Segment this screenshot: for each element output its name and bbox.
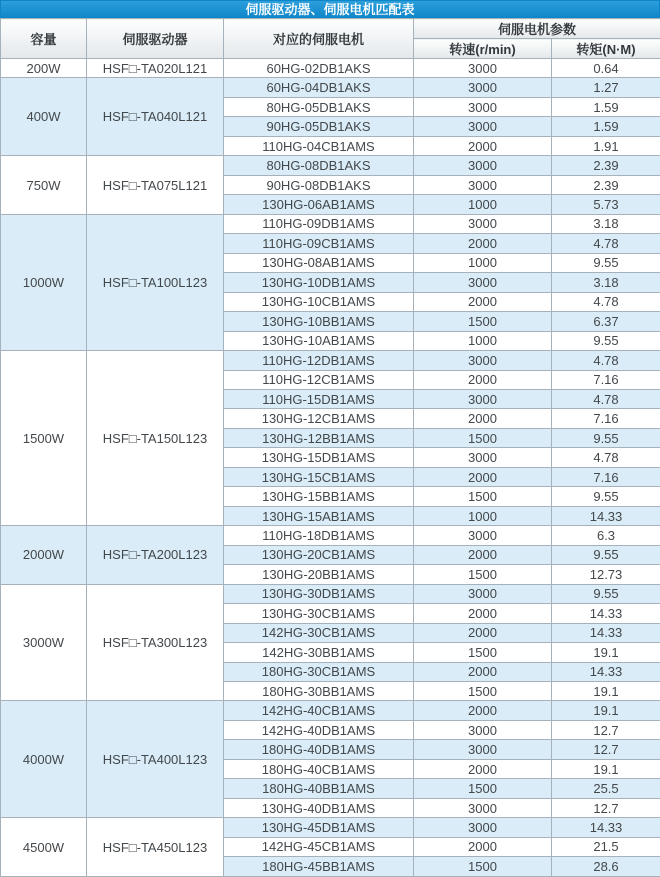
speed-cell: 3000: [414, 156, 552, 175]
torque-cell: 12.73: [552, 565, 660, 584]
speed-cell: 2000: [414, 136, 552, 155]
driver-cell: HSF□-TA400L123: [87, 701, 224, 818]
speed-cell: 2000: [414, 623, 552, 642]
torque-cell: 21.5: [552, 837, 660, 856]
motor-cell: 142HG-30CB1AMS: [224, 623, 414, 642]
torque-cell: 19.1: [552, 759, 660, 778]
motor-cell: 142HG-30BB1AMS: [224, 643, 414, 662]
torque-cell: 14.33: [552, 662, 660, 681]
capacity-cell: 750W: [1, 156, 87, 214]
motor-cell: 180HG-40DB1AMS: [224, 740, 414, 759]
speed-cell: 2000: [414, 837, 552, 856]
capacity-cell: 1500W: [1, 351, 87, 526]
torque-cell: 4.78: [552, 351, 660, 370]
motor-cell: 110HG-09DB1AMS: [224, 214, 414, 233]
speed-cell: 3000: [414, 117, 552, 136]
speed-cell: 3000: [414, 526, 552, 545]
torque-cell: 7.16: [552, 467, 660, 486]
torque-cell: 1.91: [552, 136, 660, 155]
speed-cell: 2000: [414, 662, 552, 681]
column-header-speed: 转速(r/min): [414, 39, 552, 59]
driver-cell: HSF□-TA150L123: [87, 351, 224, 526]
speed-cell: 1500: [414, 682, 552, 701]
driver-cell: HSF□-TA075L121: [87, 156, 224, 214]
torque-cell: 14.33: [552, 623, 660, 642]
torque-cell: 3.18: [552, 273, 660, 292]
capacity-cell: 2000W: [1, 526, 87, 584]
motor-cell: 110HG-12CB1AMS: [224, 370, 414, 389]
speed-cell: 1500: [414, 312, 552, 331]
torque-cell: 25.5: [552, 779, 660, 798]
table-row: [1, 818, 660, 837]
capacity-cell: 4500W: [1, 818, 87, 877]
motor-cell: 130HG-30CB1AMS: [224, 604, 414, 623]
capacity-cell: 3000W: [1, 584, 87, 701]
motor-cell: 130HG-12BB1AMS: [224, 428, 414, 447]
motor-cell: 130HG-30DB1AMS: [224, 584, 414, 603]
table-row: [1, 351, 660, 370]
motor-cell: 142HG-40CB1AMS: [224, 701, 414, 720]
driver-cell: HSF□-TA100L123: [87, 214, 224, 350]
speed-cell: 2000: [414, 759, 552, 778]
torque-cell: 14.33: [552, 818, 660, 837]
speed-cell: 3000: [414, 97, 552, 116]
table-row: [1, 701, 660, 720]
torque-cell: 4.78: [552, 448, 660, 467]
match-table-grid: [0, 18, 660, 877]
column-header-capacity: 容量: [1, 19, 87, 59]
table-row: [1, 59, 660, 78]
speed-cell: 3000: [414, 351, 552, 370]
torque-cell: 2.39: [552, 156, 660, 175]
motor-cell: 110HG-18DB1AMS: [224, 526, 414, 545]
torque-cell: 28.6: [552, 857, 660, 877]
column-header-motor: 对应的伺服电机: [224, 19, 414, 59]
motor-cell: 90HG-08DB1AKS: [224, 175, 414, 194]
torque-cell: 14.33: [552, 506, 660, 525]
speed-cell: 3000: [414, 214, 552, 233]
speed-cell: 1500: [414, 428, 552, 447]
torque-cell: 1.59: [552, 117, 660, 136]
speed-cell: 3000: [414, 59, 552, 78]
speed-cell: 2000: [414, 370, 552, 389]
speed-cell: 3000: [414, 175, 552, 194]
motor-cell: 130HG-06AB1AMS: [224, 195, 414, 214]
speed-cell: 1500: [414, 643, 552, 662]
motor-cell: 130HG-10DB1AMS: [224, 273, 414, 292]
motor-cell: 142HG-45CB1AMS: [224, 837, 414, 856]
column-header-driver: 伺服驱动器: [87, 19, 224, 59]
motor-cell: 130HG-12CB1AMS: [224, 409, 414, 428]
motor-cell: 130HG-15DB1AMS: [224, 448, 414, 467]
speed-cell: 2000: [414, 234, 552, 253]
motor-cell: 110HG-12DB1AMS: [224, 351, 414, 370]
speed-cell: 2000: [414, 467, 552, 486]
torque-cell: 9.55: [552, 584, 660, 603]
motor-cell: 110HG-04CB1AMS: [224, 136, 414, 155]
motor-cell: 130HG-10AB1AMS: [224, 331, 414, 350]
speed-cell: 2000: [414, 604, 552, 623]
driver-cell: HSF□-TA020L121: [87, 59, 224, 78]
torque-cell: 12.7: [552, 740, 660, 759]
torque-cell: 4.78: [552, 234, 660, 253]
torque-cell: 19.1: [552, 643, 660, 662]
motor-cell: 180HG-45BB1AMS: [224, 857, 414, 877]
speed-cell: 2000: [414, 701, 552, 720]
column-header-params-group: 伺服电机参数: [414, 19, 660, 39]
driver-cell: HSF□-TA200L123: [87, 526, 224, 584]
speed-cell: 3000: [414, 720, 552, 739]
table-row: [1, 156, 660, 175]
table-header: [1, 19, 660, 59]
motor-cell: 130HG-08AB1AMS: [224, 253, 414, 272]
torque-cell: 19.1: [552, 682, 660, 701]
motor-cell: 130HG-40DB1AMS: [224, 798, 414, 817]
speed-cell: 3000: [414, 584, 552, 603]
torque-cell: 9.55: [552, 545, 660, 564]
motor-cell: 130HG-15CB1AMS: [224, 467, 414, 486]
motor-cell: 142HG-40DB1AMS: [224, 720, 414, 739]
motor-cell: 130HG-15BB1AMS: [224, 487, 414, 506]
table-row: [1, 526, 660, 545]
speed-cell: 2000: [414, 292, 552, 311]
speed-cell: 1000: [414, 506, 552, 525]
motor-cell: 110HG-09CB1AMS: [224, 234, 414, 253]
speed-cell: 1000: [414, 195, 552, 214]
torque-cell: 4.78: [552, 389, 660, 408]
motor-cell: 180HG-40CB1AMS: [224, 759, 414, 778]
speed-cell: 1000: [414, 331, 552, 350]
torque-cell: 6.37: [552, 312, 660, 331]
motor-cell: 130HG-10CB1AMS: [224, 292, 414, 311]
torque-cell: 7.16: [552, 409, 660, 428]
driver-cell: HSF□-TA300L123: [87, 584, 224, 701]
torque-cell: 12.7: [552, 720, 660, 739]
capacity-cell: 4000W: [1, 701, 87, 818]
torque-cell: 5.73: [552, 195, 660, 214]
column-header-torque: 转矩(N·M): [552, 39, 660, 59]
capacity-cell: 1000W: [1, 214, 87, 350]
motor-cell: 130HG-20BB1AMS: [224, 565, 414, 584]
speed-cell: 1000: [414, 253, 552, 272]
driver-cell: HSF□-TA040L121: [87, 78, 224, 156]
speed-cell: 3000: [414, 448, 552, 467]
capacity-cell: 200W: [1, 59, 87, 78]
speed-cell: 3000: [414, 389, 552, 408]
speed-cell: 1500: [414, 565, 552, 584]
motor-cell: 60HG-02DB1AKS: [224, 59, 414, 78]
motor-cell: 90HG-05DB1AKS: [224, 117, 414, 136]
motor-cell: 180HG-40BB1AMS: [224, 779, 414, 798]
speed-cell: 2000: [414, 409, 552, 428]
speed-cell: 3000: [414, 818, 552, 837]
table-row: [1, 584, 660, 603]
torque-cell: 6.3: [552, 526, 660, 545]
torque-cell: 9.55: [552, 487, 660, 506]
motor-cell: 180HG-30CB1AMS: [224, 662, 414, 681]
motor-cell: 110HG-15DB1AMS: [224, 389, 414, 408]
speed-cell: 1500: [414, 487, 552, 506]
table-body: [1, 59, 660, 877]
motor-cell: 80HG-05DB1AKS: [224, 97, 414, 116]
torque-cell: 3.18: [552, 214, 660, 233]
speed-cell: 3000: [414, 798, 552, 817]
motor-cell: 130HG-20CB1AMS: [224, 545, 414, 564]
torque-cell: 2.39: [552, 175, 660, 194]
torque-cell: 4.78: [552, 292, 660, 311]
torque-cell: 14.33: [552, 604, 660, 623]
torque-cell: 9.55: [552, 253, 660, 272]
table-row: [1, 78, 660, 97]
speed-cell: 1500: [414, 857, 552, 877]
motor-cell: 180HG-30BB1AMS: [224, 682, 414, 701]
driver-cell: HSF□-TA450L123: [87, 818, 224, 877]
speed-cell: 1500: [414, 779, 552, 798]
capacity-cell: 400W: [1, 78, 87, 156]
motor-cell: 60HG-04DB1AKS: [224, 78, 414, 97]
table-title: 伺服驱动器、伺服电机匹配表: [0, 0, 660, 18]
torque-cell: 0.64: [552, 59, 660, 78]
speed-cell: 3000: [414, 740, 552, 759]
header-row-1: [1, 19, 660, 39]
torque-cell: 12.7: [552, 798, 660, 817]
motor-cell: 130HG-10BB1AMS: [224, 312, 414, 331]
torque-cell: 1.59: [552, 97, 660, 116]
torque-cell: 1.27: [552, 78, 660, 97]
torque-cell: 9.55: [552, 428, 660, 447]
torque-cell: 19.1: [552, 701, 660, 720]
torque-cell: 9.55: [552, 331, 660, 350]
motor-cell: 80HG-08DB1AKS: [224, 156, 414, 175]
motor-cell: 130HG-15AB1AMS: [224, 506, 414, 525]
speed-cell: 2000: [414, 545, 552, 564]
torque-cell: 7.16: [552, 370, 660, 389]
speed-cell: 3000: [414, 273, 552, 292]
motor-cell: 130HG-45DB1AMS: [224, 818, 414, 837]
table-row: [1, 214, 660, 233]
speed-cell: 3000: [414, 78, 552, 97]
